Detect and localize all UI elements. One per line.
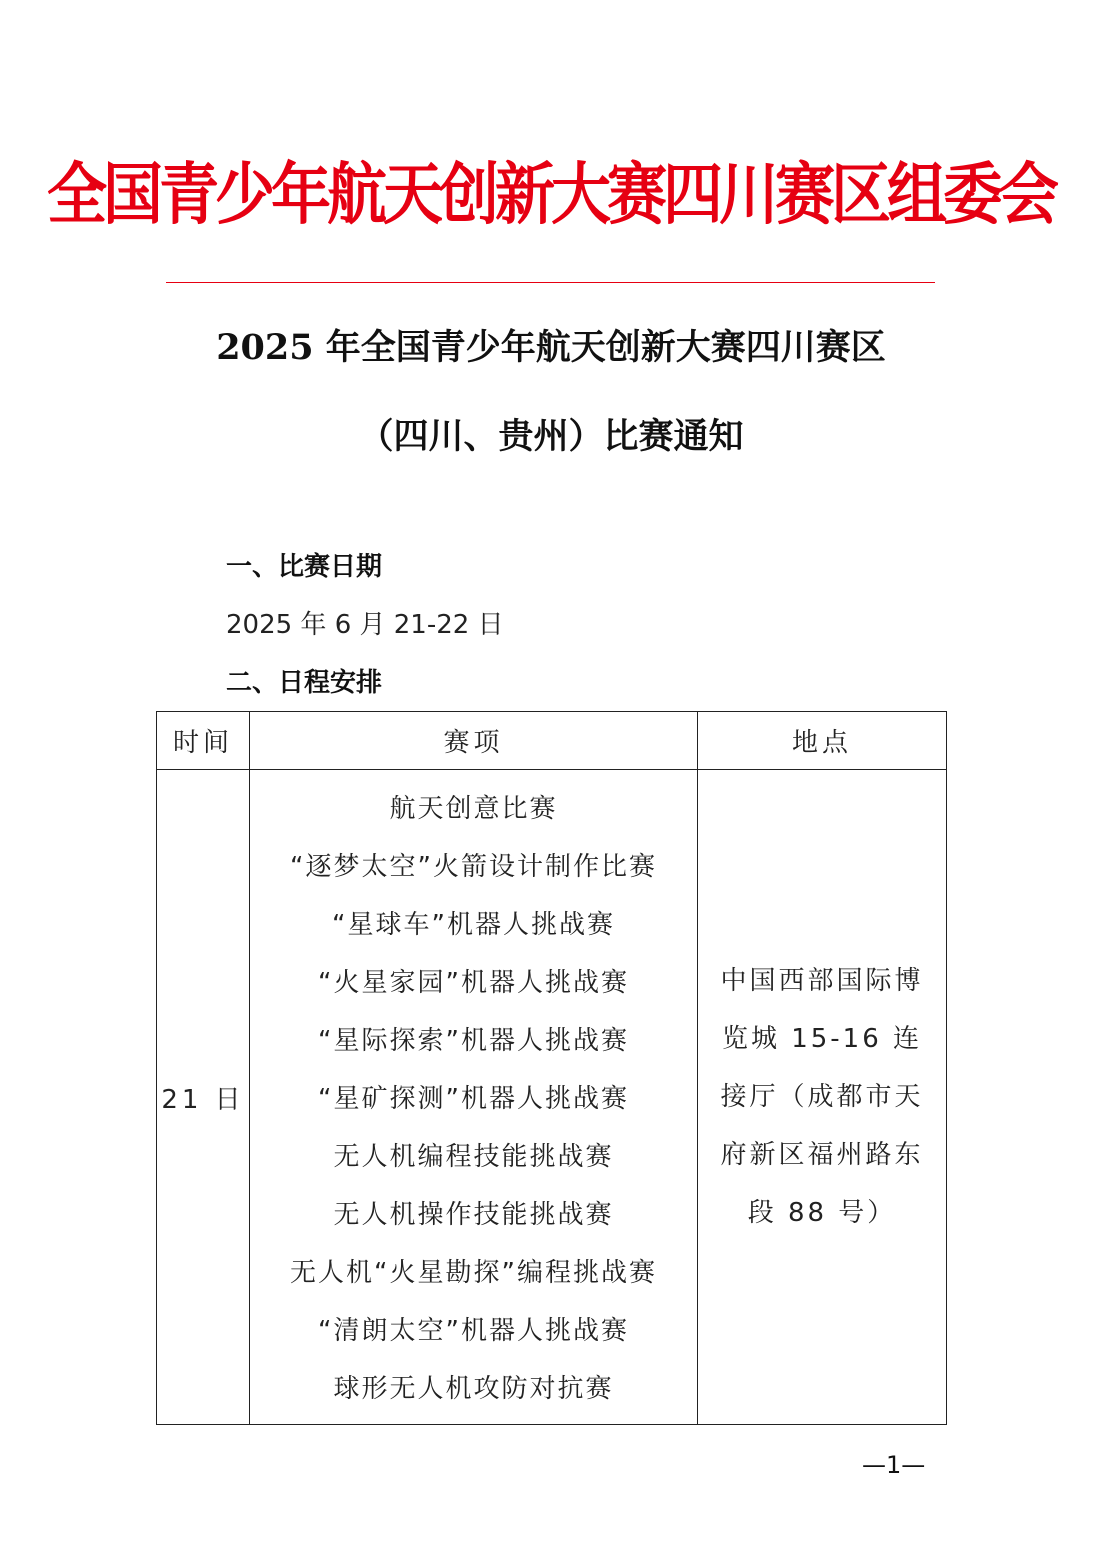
masthead-divider: [166, 282, 935, 283]
event-item: “星球车”机器人挑战赛: [332, 910, 615, 940]
event-item: 无人机操作技能挑战赛: [333, 1200, 614, 1230]
header-event: 赛项: [250, 712, 698, 770]
event-item: 无人机“火星勘探”编程挑战赛: [290, 1258, 657, 1288]
table-header-row: [157, 712, 947, 770]
event-item: “星矿探测”机器人挑战赛: [318, 1084, 629, 1114]
header-venue: 地点: [698, 712, 947, 770]
event-item: “逐梦太空”火箭设计制作比赛: [290, 852, 657, 882]
event-item: 无人机编程技能挑战赛: [333, 1142, 614, 1172]
masthead-title: 全国青少年航天创新大赛四川赛区组委会: [47, 155, 1055, 235]
page-number: —1—: [862, 1451, 926, 1479]
event-item: “星际探索”机器人挑战赛: [318, 1026, 629, 1056]
venue-address: 中国西部国际博览城 15-16 连接厅（成都市天府新区福州路东段 88 号）: [720, 966, 924, 1228]
document-title-line-1: 2025 年全国青少年航天创新大赛四川赛区: [216, 327, 886, 368]
section-heading-date: 一、比赛日期: [226, 552, 383, 582]
venue-cell: [698, 770, 947, 1425]
event-item: 球形无人机攻防对抗赛: [333, 1374, 614, 1404]
schedule-table: [156, 711, 947, 1425]
day-cell: 21 日: [157, 770, 250, 1425]
header-time: 时间: [157, 712, 250, 770]
competition-date: 2025 年 6 月 21-22 日: [226, 610, 504, 640]
document-title-line-2: （四川、贵州）比赛通知: [358, 416, 744, 457]
section-heading-schedule: 二、日程安排: [226, 668, 383, 698]
event-item: “清朗太空”机器人挑战赛: [318, 1316, 629, 1346]
events-cell: [250, 770, 698, 1425]
event-item: 航天创意比赛: [389, 794, 558, 824]
table-row: [157, 770, 947, 1425]
event-item: “火星家园”机器人挑战赛: [318, 968, 629, 998]
